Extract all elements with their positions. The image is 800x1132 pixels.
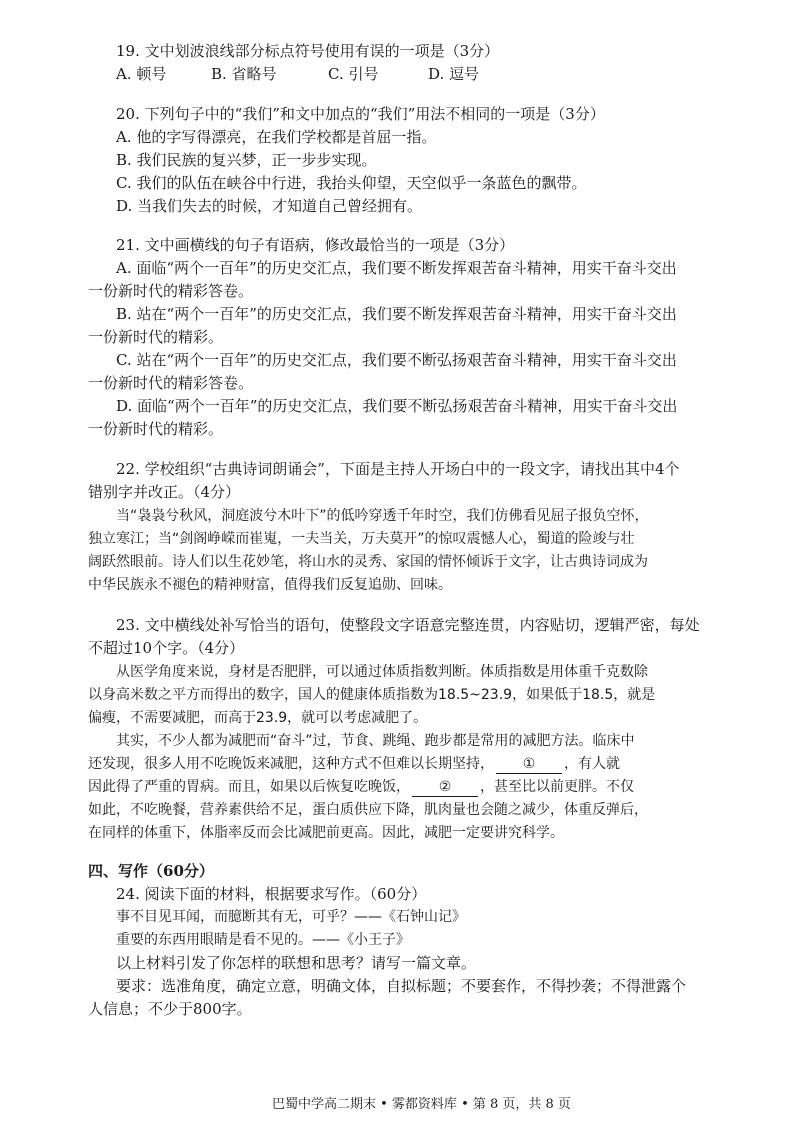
q23-passage-line: 从医学角度来说，身材是否肥胖，可以通过体质指数判断。体质指数是用体重千克数除 <box>116 664 648 680</box>
q21-option-a: A. 面临“两个一百年”的历史交汇点，我们要不断发挥艰苦奋斗精神，用实干奋斗交出 <box>116 259 677 277</box>
q23-passage-line-blank2 <box>88 776 634 798</box>
q22-passage-line: 中华民族永不褪色的精神财富，值得我们反复追勋、回味。 <box>88 577 452 593</box>
q24-material-1: 事不目见耳闻，而臆断其有无，可乎？——《石钟山记》 <box>116 909 466 925</box>
q23-text-before-blank1: 还发现，很多人用不吃晚饭来减肥，这种方式不但难以长期坚持， <box>88 756 494 772</box>
q19-option-c: C. 引号 <box>328 65 379 83</box>
q19-option-b: B. 省略号 <box>211 65 277 83</box>
q22-stem: 22. 学校组织“古典诗词朗诵会”，下面是主持人开场白中的一段文字，请找出其中4个 <box>116 460 680 478</box>
q23-passage-line-blank1 <box>88 753 620 775</box>
q23-passage-line: 在同样的体重下，体脂率反而会比减肥前更高。因此，减肥一定要讲究科学。 <box>88 825 564 841</box>
q22-passage-line: 当“袅袅兮秋风，洞庭波兮木叶下”的低吟穿透千年时空，我们仿佛看见屈子报负空怀， <box>116 508 649 524</box>
q20-option-a: A. 他的字写得漂亮，在我们学校都是首屈一指。 <box>116 128 437 146</box>
q22-stem-cont: 错别字并改正。（4分） <box>88 483 241 501</box>
q20-stem: 20. 下列句子中的“我们”和文中加点的“我们”用法不相同的一项是（3分） <box>116 105 605 123</box>
q19-options <box>116 63 479 85</box>
q21-option-b-cont: 一份新时代的精彩。 <box>88 328 224 346</box>
q23-stem: 23. 文中横线处补写恰当的语句，使整段文字语意完整连贯，内容贴切，逻辑严密，每处 <box>116 616 700 634</box>
q23-text-after-blank2: ，甚至比以前更胖。不仅 <box>480 779 634 795</box>
q23-stem-cont: 不超过10个字。（4分） <box>88 639 245 657</box>
q20-option-d: D. 当我们失去的时候，才知道自己曾经拥有。 <box>116 197 423 215</box>
q23-blank-2[interactable]: ② <box>412 778 478 797</box>
q23-passage-line: 以身高米数之平方而得出的数字，国人的健康体质指数为18.5~23.9，如果低于18.5，就是 <box>88 687 656 703</box>
q19-option-d: D. 逗号 <box>428 65 480 83</box>
q19-option-a: A. 顿号 <box>116 65 167 83</box>
q21-option-c: C. 站在“两个一百年”的历史交汇点，我们要不断弘扬艰苦奋斗精神，用实干奋斗交出 <box>116 351 677 369</box>
q21-option-d-cont: 一份新时代的精彩。 <box>88 420 224 438</box>
q21-option-c-cont: 一份新时代的精彩答卷。 <box>88 374 254 392</box>
q21-option-d: D. 面临“两个一百年”的历史交汇点，我们要不断弘扬艰苦奋斗精神，用实干奋斗交出 <box>116 397 678 415</box>
q23-text-before-blank2: 因此得了严重的胃病。而且，如果以后恢复吃晚饭， <box>88 779 410 795</box>
q21-stem: 21. 文中画横线的句子有语病，修改最恰当的一项是（3分） <box>116 236 515 254</box>
q23-passage-line: 其实，不少人都为减肥而“奋斗”过，节食、跳绳、跑步都是常用的减肥方法。临床中 <box>116 733 635 749</box>
q23-passage-line: 如此，不吃晚餐，营养素供给不足，蛋白质供应下降，肌肉量也会随之减少，体重反弹后， <box>88 802 648 818</box>
q19-stem: 19. 文中划波浪线部分标点符号使用有误的一项是（3分） <box>116 42 500 60</box>
q24-requirements: 要求：选准角度，确定立意，明确文体，自拟标题；不要套作，不得抄袭；不得泄露个 <box>116 977 687 995</box>
q23-passage-line: 偏瘦，不需要减肥，而高于23.9，就可以考虑减肥了。 <box>88 710 428 726</box>
q24-requirements-cont: 人信息；不少于800字。 <box>88 1000 252 1018</box>
q20-option-b: B. 我们民族的复兴梦，正一步步实现。 <box>116 151 377 169</box>
q22-passage-line: 阔跃然眼前。诗人们以生花妙笔，将山水的灵秀、家国的情怀倾诉于文字，让古典诗词成为 <box>88 554 648 570</box>
q21-option-b: B. 站在“两个一百年”的历史交汇点，我们要不断发挥艰苦奋斗精神，用实干奋斗交出 <box>116 305 677 323</box>
q22-passage-line: 独立寒江；当“剑阁峥嵘而崔嵬，一夫当关，万夫莫开”的惊叹震憾人心，蜀道的险竣与壮 <box>88 531 635 547</box>
q24-prompt: 以上材料引发了你怎样的联想和思考？请写一篇文章。 <box>116 954 477 972</box>
q23-text-after-blank1: ，有人就 <box>564 756 620 772</box>
q24-stem: 24. 阅读下面的材料，根据要求写作。（60分） <box>116 885 427 903</box>
q21-option-a-cont: 一份新时代的精彩答卷。 <box>88 282 254 300</box>
q24-material-2: 重要的东西用眼睛是看不见的。——《小王子》 <box>116 932 410 948</box>
page-footer: 巴蜀中学高二期末 • 雾都资料库 • 第 8 页，共 8 页 <box>272 1097 571 1112</box>
section-4-heading: 四、写作（60分） <box>88 862 214 880</box>
q23-blank-1[interactable]: ① <box>496 755 562 774</box>
q20-option-c: C. 我们的队伍在峡谷中行进，我抬头仰望，天空似乎一条蓝色的飘带。 <box>116 174 587 192</box>
